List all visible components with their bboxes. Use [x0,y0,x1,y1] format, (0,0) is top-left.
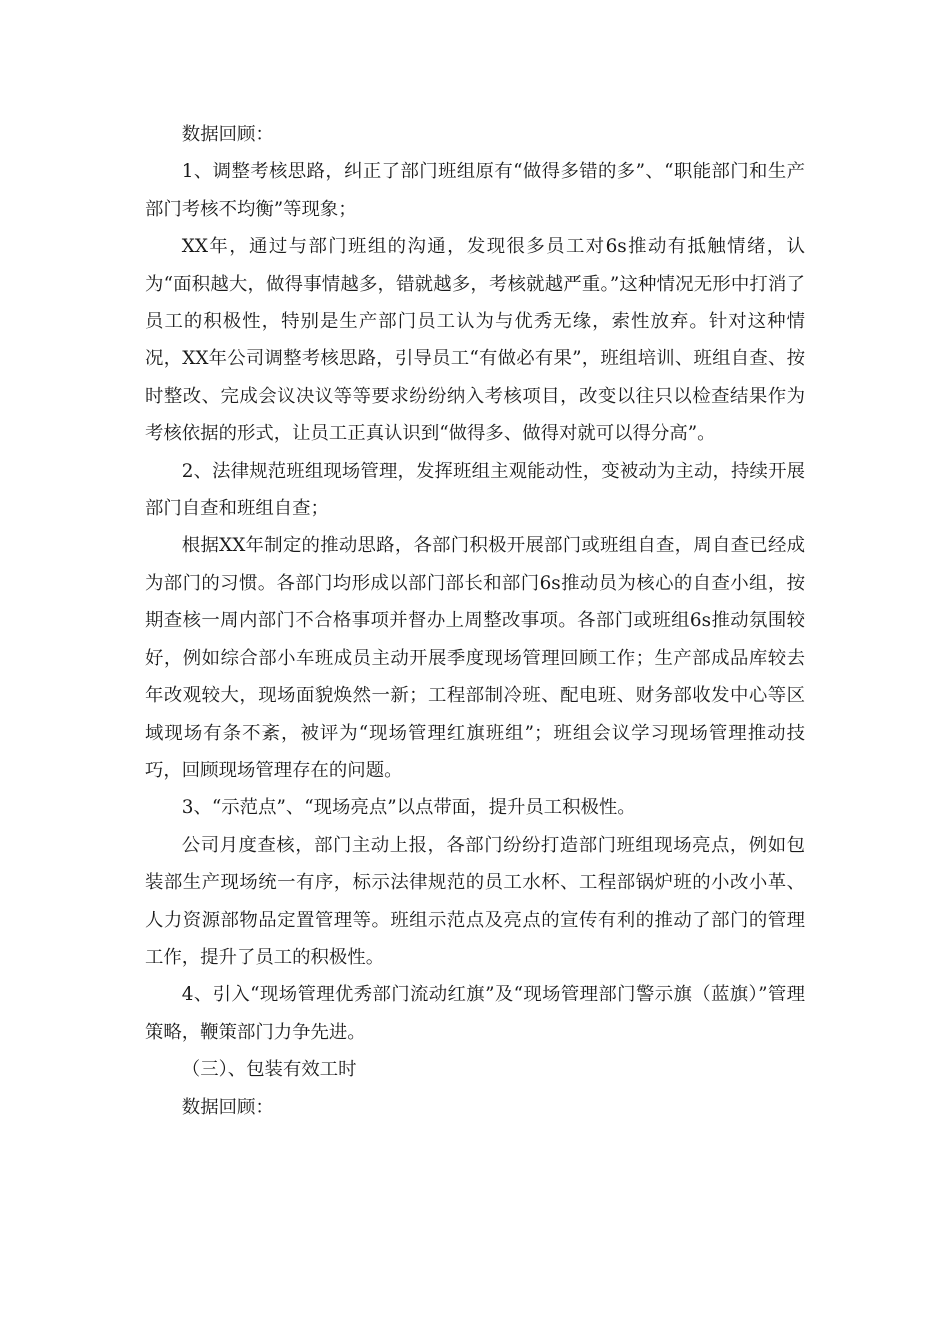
paragraph-item-3-heading: 3、“示范点”、“现场亮点”以点带面，提升员工积极性。 [181,797,636,819]
paragraph-item-3-body: 公司月度查核，部门主动上报，各部门纷纷打造部门班组现场亮点，例如包装部生产现场统一有序，标示法律规范的员工水杯、工程部锅炉班的小改小革、人力资源部物品定置管理等。班组示范点及亮点的宣传有利的推动了部门的管理工作，提升了员工的积极性。 [145,834,805,968]
document-body [145,116,805,1126]
paragraph-item-2-body: 根据XX年制定的推动思路，各部门积极开展部门或班组自查，周自查已经成为部门的习惯。各部门均形成以部门部长和部门6s推动员为核心的自查小组，按期查核一周内部门不合格事项并督办上周整改事项。各部门或班组6s推动氛围较好，例如综合部小车班成员主动开展季度现场管理回顾工作；生产部成品库较去年改观较大，现场面貌焕然一新；工程部制冷班、配电班、财务部收发中心等区域现场有条不紊，被评为“现场管理红旗班组”；班组会议学习现场管理推动技巧，回顾现场管理存在的问题。 [145,535,805,781]
paragraph-item-2-heading: 2、法律规范班组现场管理，发挥班组主观能动性，变被动为主动，持续开展部门自查和班组自查； [145,460,805,520]
paragraph-item-1-heading: 1、调整考核思路，纠正了部门班组原有“做得多错的多”、“职能部门和生产部门考核不均衡”等现象； [145,161,805,220]
paragraph-item-1-body: XX年，通过与部门班组的沟通，发现很多员工对6s推动有抵触情绪，认为“面积越大，做得事情越多，错就越多，考核就越严重。”这种情况无形中打消了员工的积极性，特别是生产部门员工认为与优秀无缘，索性放弃。针对这种情况，XX年公司调整考核思路，引导员工“有做必有果”，班组培训、班组自查、按时整改、完成会议决议等等要求纷纷纳入考核项目，改变以往只以检查结果作为考核依据的形式，让员工正真认识到“做得多、做得对就可以得分高”。 [145,236,805,445]
section-heading-packaging-hours: （三）、包装有效工时 [181,1059,357,1081]
paragraph-data-review-2: 数据回顾： [181,1096,274,1118]
paragraph-item-4-heading: 4、引入“现场管理优秀部门流动红旗”及“现场管理部门警示旗（蓝旗）”管理策略，鞭策部门力争先进。 [145,984,805,1043]
paragraph-data-review-1: 数据回顾： [181,124,274,145]
